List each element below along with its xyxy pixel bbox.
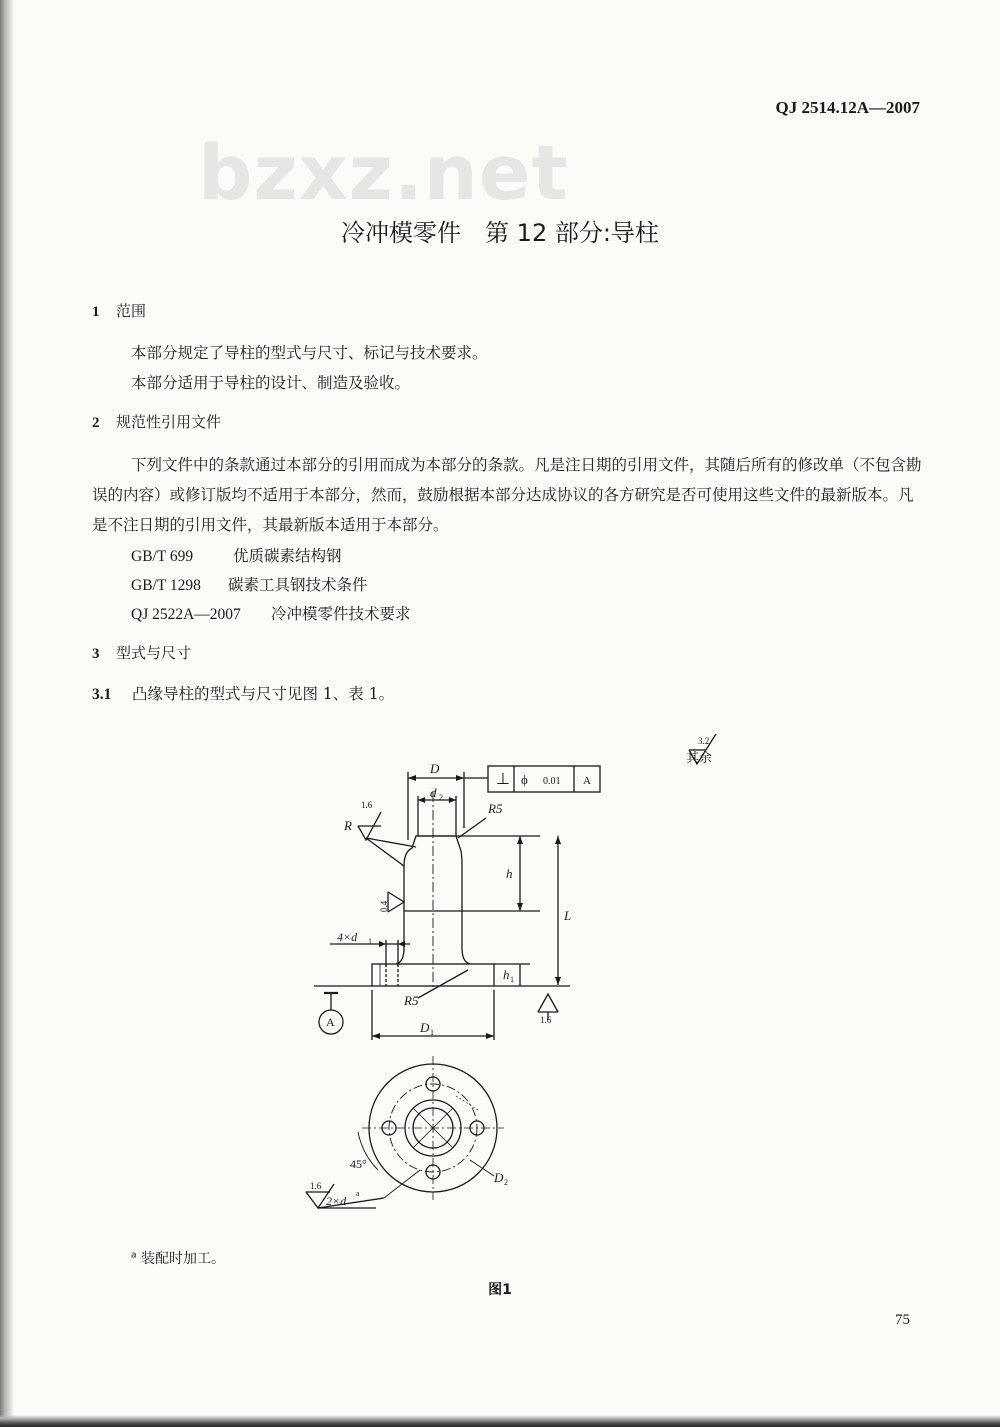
reference-name: 优质碳素结构钢 [233, 547, 342, 565]
radius-bottom-label: R5 [404, 993, 419, 1008]
watermark: bzxz.net [198, 128, 569, 217]
figure-footnote [131, 1248, 225, 1268]
dim-D1-label: D [420, 1020, 430, 1035]
section-number: 2 [92, 415, 100, 431]
holes2-label: 2×d [326, 1194, 347, 1208]
figure-caption: 图1 [488, 1282, 512, 1298]
side-roughness-symbol [388, 892, 404, 912]
reference-name: 冷冲模零件技术要求 [271, 605, 411, 623]
dim-D1-subscript: 1 [430, 1028, 434, 1037]
holes-subscript: 1 [368, 937, 372, 946]
footnote-text: 装配时加工。 [140, 1251, 225, 1267]
dim-h-label: h [506, 866, 513, 881]
dim-D-label: D [430, 761, 440, 776]
rest-roughness-value: 3.2 [698, 736, 710, 746]
standard-code: QJ 2514.12A—2007 [775, 98, 920, 117]
section-title: 规范性引用文件 [116, 413, 222, 431]
holes2-superscript: a [356, 1189, 360, 1198]
dim-D2-subscript: 2 [504, 1178, 508, 1187]
holes-label: 4×d [337, 930, 358, 944]
pillar-top-view [358, 1056, 504, 1200]
dim-D2-label: D [494, 1170, 504, 1185]
tolerance-value: 0.01 [543, 776, 561, 787]
angle-label: 45° [350, 1157, 367, 1171]
reference-code: GB/T 699 [131, 548, 194, 565]
tolerance-datum: A [583, 775, 591, 787]
subsection-text: 凸缘导柱的型式与尺寸见图 1、表 1。 [132, 685, 395, 703]
section-2-paragraph-1: 下列文件中的条款通过本部分的引用而成为本部分的条款。凡是注日期的引用文件，其随后所有的修改单（不包含勘误的内容）或修订版均不适用于本部分，然而，鼓励根据本部分达成协议的各方研究是否可使用这些文件的最新版本。凡是不注日期的引用文件，其最新版本适用于本部分。 [92, 456, 922, 534]
footnote-mark: a [131, 1250, 137, 1261]
section-number: 1 [92, 304, 100, 320]
bottom-roughness-value: 1.6 [540, 1015, 552, 1025]
page-number: 75 [895, 1312, 910, 1328]
reference-code: GB/T 1298 [131, 577, 201, 594]
dim-h1-subscript: 1 [510, 975, 514, 984]
section-title: 型式与尺寸 [116, 644, 192, 662]
leader-R5-bottom [418, 970, 468, 998]
subsection-number: 3.1 [92, 686, 112, 703]
reference-name: 碳素工具钢技术条件 [228, 576, 368, 594]
dim-L-label: L [564, 908, 572, 923]
reference-code: QJ 2522A—2007 [131, 606, 241, 623]
document-title: 冷冲模零件 第 12 部分:导柱 [341, 219, 659, 247]
holes-roughness-value: 1.6 [310, 1181, 322, 1191]
dim-d2-label: d [430, 785, 437, 800]
datum-A-label: A [326, 1015, 335, 1029]
bottom-roughness-symbol [538, 994, 558, 1012]
rest-roughness-label: 其余 [685, 750, 712, 765]
section-number: 3 [92, 646, 100, 662]
leader-R5-top [458, 818, 486, 838]
side-roughness-value: 0.4 [379, 900, 389, 912]
section-1-paragraph-1: 本部分规定了导柱的型式与尺寸、标记与技术要求。 [131, 344, 488, 362]
tolerance-phi: ϕ [521, 772, 528, 787]
tolerance-symbol: ⊥ [496, 771, 510, 788]
dim-d2-subscript: 2 [439, 793, 443, 802]
dim-h1-label: h [503, 967, 510, 982]
top-roughness-R: R [344, 818, 352, 833]
section-title: 范围 [116, 302, 147, 320]
section-1-paragraph-2: 本部分适用于导柱的设计、制造及验收。 [131, 374, 411, 392]
radius-top-label: R5 [488, 801, 503, 816]
top-roughness-value: 1.6 [361, 800, 373, 810]
